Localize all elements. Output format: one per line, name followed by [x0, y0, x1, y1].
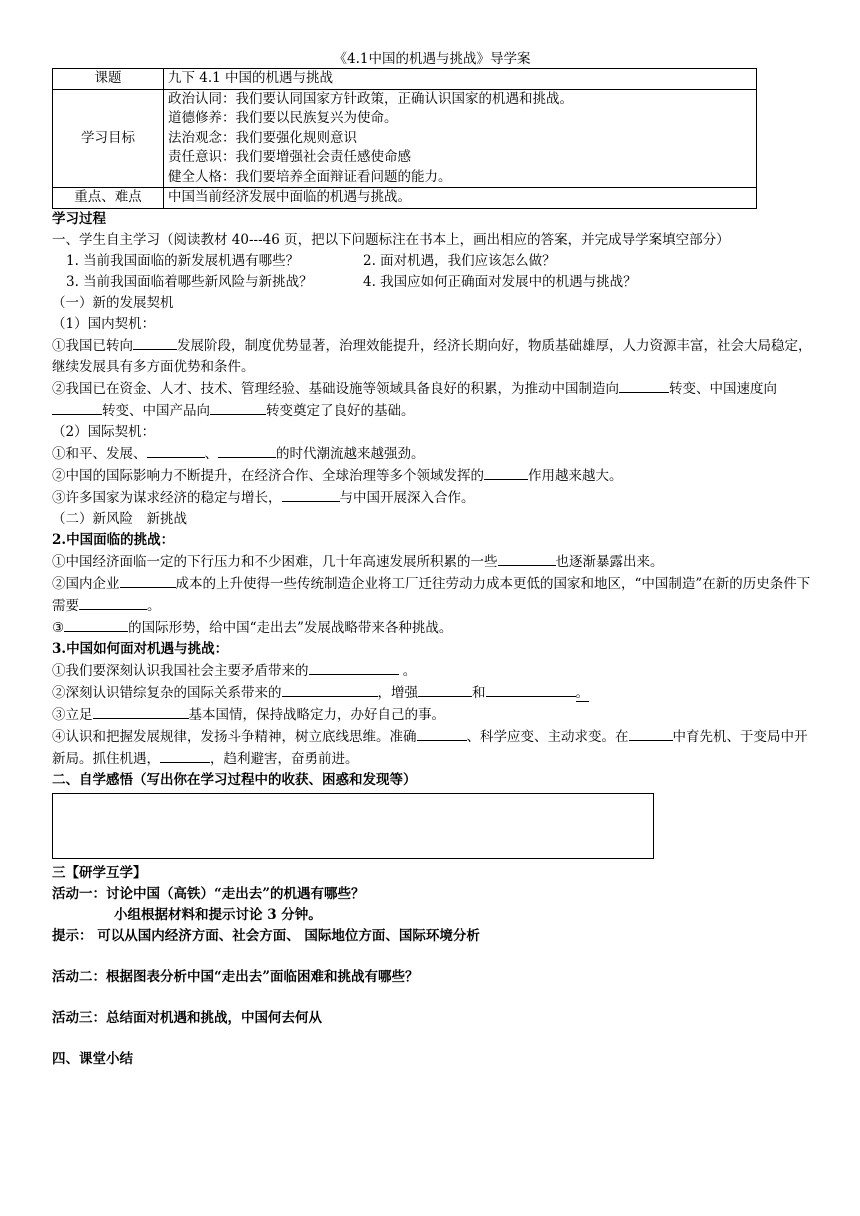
- subheading: （2）国际契机：: [52, 423, 156, 440]
- blank[interactable]: [309, 660, 399, 675]
- activity: 活动一：讨论中国（高铁）“走出去”的机遇有哪些？: [52, 885, 365, 902]
- section-heading: 学习过程: [52, 210, 106, 227]
- info-table: [52, 68, 757, 209]
- blank[interactable]: [133, 335, 177, 350]
- blank[interactable]: [418, 682, 472, 697]
- blank[interactable]: [282, 487, 340, 502]
- activity: 活动三：总结面对机遇和挑战，中国何去何从: [52, 1009, 322, 1026]
- subheading: （一）新的发展契机: [52, 294, 174, 311]
- blank[interactable]: [160, 748, 210, 763]
- blank[interactable]: [210, 400, 266, 415]
- paragraph: ①中国经济面临一定的下行压力和不少困难，几十年高速发展所积累的一些 也逐渐暴露出来。: [52, 551, 812, 573]
- page-title: 《4.1中国的机遇与挑战》导学案: [333, 51, 531, 67]
- objective-line: 政治认同：我们要认同国家方针政策，正确认识国家的机遇和挑战。: [168, 90, 573, 107]
- table-key: 课题: [53, 69, 164, 90]
- table-value: 中国当前经济发展中面临的机遇与挑战。: [164, 188, 757, 209]
- objective-line: 法治观念：我们要强化规则意识: [168, 129, 357, 146]
- table-row: [53, 188, 757, 209]
- table-row: [53, 89, 757, 188]
- blank[interactable]: [417, 726, 467, 741]
- hint: 提示： 可以从国内经济方面、社会方面、 国际地位方面、国际环境分析: [52, 927, 480, 944]
- paragraph: ①我们要深刻认识我国社会主要矛盾带来的 。: [52, 660, 812, 682]
- question: 2. 面对机遇，我们应该怎么做？: [363, 252, 556, 269]
- table-value: [164, 89, 757, 188]
- blank[interactable]: [218, 443, 276, 458]
- table-key: 重点、难点: [53, 188, 164, 209]
- blank[interactable]: [629, 726, 673, 741]
- question: 3. 当前我国面临着哪些新风险与新挑战？: [66, 273, 313, 290]
- subheading: 2.中国面临的挑战：: [52, 531, 175, 548]
- paragraph: ②国内企业 成本的上升使得一些传统制造企业将工厂迁往劳动力成本更低的国家和地区，“中国制造”在新的历史条件下需要 。: [52, 573, 812, 617]
- blank[interactable]: [52, 400, 102, 415]
- table-value: 九下 4.1 中国的机遇与挑战: [164, 69, 757, 90]
- paragraph: ③许多国家为谋求经济的稳定与增长， 与中国开展深入合作。: [52, 487, 812, 509]
- blank[interactable]: [486, 682, 576, 697]
- question: 4. 我国应如何正确面对发展中的机遇与挑战？: [363, 273, 637, 290]
- activity: 活动二：根据图表分析中国“走出去”面临困难和挑战有哪些？: [52, 968, 419, 985]
- section-heading: 四、课堂小结: [52, 1050, 133, 1067]
- paragraph: ②中国的国际影响力不断提升，在经济合作、全球治理等多个领域发挥的 作用越来越大。: [52, 465, 812, 487]
- question-row: [52, 272, 812, 293]
- question-row: [52, 251, 812, 272]
- subheading: 3.中国如何面对机遇与挑战：: [52, 640, 229, 657]
- objective-line: 责任意识：我们要增强社会责任感使命感: [168, 149, 411, 165]
- blank[interactable]: [64, 617, 128, 632]
- paragraph: ①和平、发展、 、 的时代潮流越来越强劲。: [52, 443, 812, 465]
- paragraph: ③ 的国际形势，给中国“走出去”发展战略带来各种挑战。: [52, 617, 812, 639]
- paragraph: ②我国已在资金、人才、技术、管理经验、基础设施等领域具备良好的积累，为推动中国制造向 转变、中国速度向转变、中国产品向 转变奠定了良好的基础。: [52, 378, 812, 422]
- worksheet: [52, 50, 812, 1070]
- section-heading: 二、自学感悟（写出你在学习过程中的收获、困惑和发现等）: [52, 771, 417, 788]
- table-row: [53, 69, 757, 90]
- blank[interactable]: [498, 551, 556, 566]
- reflection-answer-box[interactable]: [52, 793, 654, 859]
- activity-note: 小组根据材料和提示讨论 3 分钟。: [114, 906, 322, 923]
- blank[interactable]: [120, 573, 176, 588]
- paragraph: ③立足 基本国情，保持战略定力，办好自己的事。: [52, 704, 812, 726]
- blank[interactable]: [147, 443, 205, 458]
- objective-line: 道德修养：我们要以民族复兴为使命。: [168, 110, 398, 126]
- blank[interactable]: [282, 682, 378, 697]
- paragraph: ①我国已转向 发展阶段，制度优势显著，治理效能提升，经济长期向好，物质基础雄厚，人力资源丰富，社会大局稳定，继续发展具有多方面优势和条件。: [52, 335, 812, 378]
- subheading: （二）新风险 新挑战: [52, 510, 187, 527]
- blank[interactable]: [93, 704, 189, 719]
- objective-line: 健全人格：我们要培养全面辩证看问题的能力。: [168, 168, 452, 185]
- instruction: 一、学生自主学习（阅读教材 40---46 页，把以下问题标注在书本上，画出相应的答案，并完成导学案填空部分）: [52, 231, 730, 248]
- blank[interactable]: [484, 465, 528, 480]
- table-key: 学习目标: [53, 89, 164, 188]
- paragraph: ④认识和把握发展规律，发扬斗争精神，树立底线思维。准确 、科学应变、主动求变。在 中育先机、于变局中开新局。抓住机遇， ，趋利避害，奋勇前进。: [52, 726, 812, 770]
- section-heading: 三【研学互学】: [52, 864, 147, 881]
- paragraph: ②深刻认识错综复杂的国际关系带来的 ，增强 和 。: [52, 682, 812, 704]
- blank[interactable]: [619, 378, 669, 393]
- blank[interactable]: [79, 595, 147, 610]
- subheading: （1）国内契机：: [52, 315, 156, 332]
- question: 1. 当前我国面临的新发展机遇有哪些？: [66, 252, 300, 269]
